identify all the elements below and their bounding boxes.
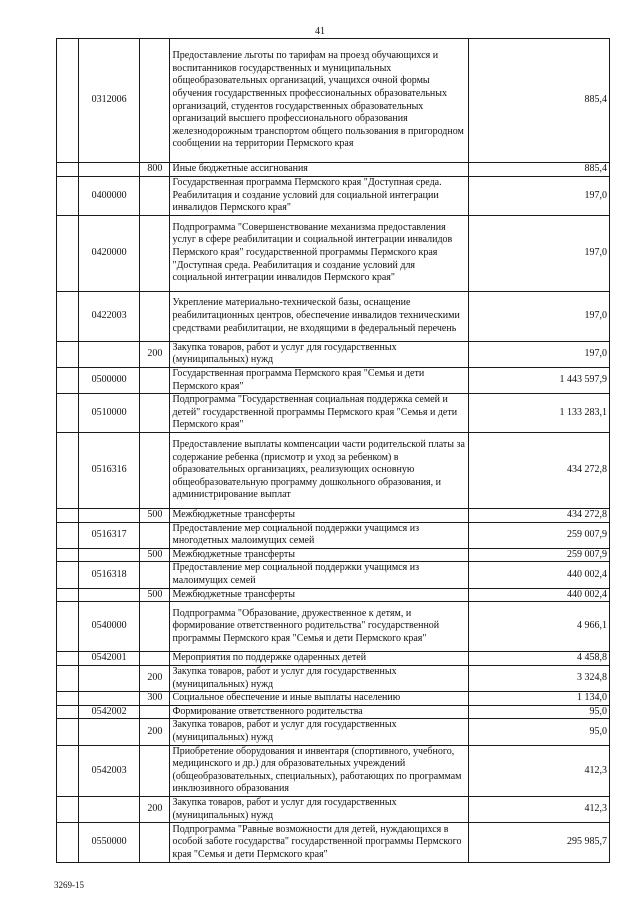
table-row <box>57 797 610 823</box>
description-cell: Предоставление мер социальной поддержки учащимся из многодетных малоимущих семей <box>170 522 469 548</box>
table-row <box>57 163 610 177</box>
amount-cell: 412,3 <box>469 797 610 823</box>
amount-cell: 95,0 <box>469 719 610 745</box>
expense-type-cell <box>140 215 170 291</box>
table-row <box>57 508 610 522</box>
blank-cell <box>57 719 79 745</box>
amount-cell: 885,4 <box>469 39 610 163</box>
code-cell: 0516317 <box>78 522 139 548</box>
blank-cell <box>57 177 79 216</box>
expense-type-cell <box>140 432 170 508</box>
table-row <box>57 705 610 719</box>
amount-cell: 197,0 <box>469 341 610 367</box>
expense-type-cell: 800 <box>140 163 170 177</box>
expense-type-cell <box>140 562 170 588</box>
code-cell: 0500000 <box>78 367 139 393</box>
description-cell: Межбюджетные трансферты <box>170 548 469 562</box>
code-cell: 0540000 <box>78 602 139 652</box>
code-cell: 0542002 <box>78 705 139 719</box>
code-cell: 0420000 <box>78 215 139 291</box>
expense-type-cell <box>140 652 170 666</box>
blank-cell <box>57 432 79 508</box>
expense-type-cell: 500 <box>140 508 170 522</box>
expense-type-cell <box>140 367 170 393</box>
table-row <box>57 666 610 692</box>
expense-type-cell <box>140 177 170 216</box>
amount-cell: 95,0 <box>469 705 610 719</box>
code-cell <box>78 548 139 562</box>
amount-cell: 197,0 <box>469 291 610 341</box>
document-code: 3269-15 <box>54 880 84 890</box>
blank-cell <box>57 291 79 341</box>
code-cell <box>78 341 139 367</box>
blank-cell <box>57 367 79 393</box>
blank-cell <box>57 394 79 433</box>
blank-cell <box>57 215 79 291</box>
expense-type-cell: 200 <box>140 666 170 692</box>
blank-cell <box>57 163 79 177</box>
table-row <box>57 215 610 291</box>
expense-type-cell: 200 <box>140 719 170 745</box>
table-row <box>57 432 610 508</box>
table-row <box>57 548 610 562</box>
blank-cell <box>57 522 79 548</box>
description-cell: Предоставление мер социальной поддержки учащимся из малоимущих семей <box>170 562 469 588</box>
description-cell: Подпрограмма "Равные возможности для детей, нуждающихся в особой заботе государства" государственной программы Пермского края "Семья и дети Пермского края" <box>170 823 469 863</box>
blank-cell <box>57 602 79 652</box>
amount-cell: 259 007,9 <box>469 522 610 548</box>
description-cell: Межбюджетные трансферты <box>170 588 469 602</box>
amount-cell: 197,0 <box>469 215 610 291</box>
description-cell: Социальное обеспечение и иные выплаты населению <box>170 692 469 706</box>
description-cell: Подпрограмма "Образование, дружественное к детям, и формирование ответственного родительства" государственной программы Пермского края "Семья и дети Пермского края" <box>170 602 469 652</box>
expense-type-cell <box>140 522 170 548</box>
amount-cell: 4 966,1 <box>469 602 610 652</box>
expense-type-cell <box>140 705 170 719</box>
description-cell: Подпрограмма "Совершенствование механизма предоставления услуг в сфере реабилитации и социальной интеграции инвалидов Пермского края" государственной программы Пермского края "Доступная среда. Реабилитация и создание условий для социальной интеграции инвалидов Пермского края" <box>170 215 469 291</box>
amount-cell: 885,4 <box>469 163 610 177</box>
code-cell <box>78 797 139 823</box>
code-cell <box>78 719 139 745</box>
description-cell: Предоставление выплаты компенсации части родительской платы за содержание ребенка (присмотр и уход за ребенком) в образовательных организациях, реализующих основную общеобразовательную программу дошкольного образования, и администрирование выплат <box>170 432 469 508</box>
description-cell: Закупка товаров, работ и услуг для государственных (муниципальных) нужд <box>170 719 469 745</box>
code-cell: 0510000 <box>78 394 139 433</box>
amount-cell: 1 133 283,1 <box>469 394 610 433</box>
expense-type-cell <box>140 394 170 433</box>
description-cell: Закупка товаров, работ и услуг для государственных (муниципальных) нужд <box>170 666 469 692</box>
description-cell: Государственная программа Пермского края "Доступная среда. Реабилитация и создание условий для социальной интеграции инвалидов Пермского края" <box>170 177 469 216</box>
description-cell: Формирование ответственного родительства <box>170 705 469 719</box>
table-row <box>57 291 610 341</box>
budget-table-body <box>57 39 610 863</box>
code-cell: 0422003 <box>78 291 139 341</box>
description-cell: Иные бюджетные ассигнования <box>170 163 469 177</box>
code-cell <box>78 692 139 706</box>
table-row <box>57 602 610 652</box>
blank-cell <box>57 797 79 823</box>
description-cell: Предоставление льготы по тарифам на проезд обучающихся и воспитанников государственных и муниципальных общеобразовательных организаций, учащихся очной формы обучения государственных профессиональных образовательных организаций, студентов государственных образовательных организаций высшего профессионального образования железнодорожным транспортом общего пользования в пригородном сообщении на территории Пермского края <box>170 39 469 163</box>
expense-type-cell <box>140 291 170 341</box>
blank-cell <box>57 548 79 562</box>
code-cell: 0312006 <box>78 39 139 163</box>
amount-cell: 197,0 <box>469 177 610 216</box>
expense-type-cell: 200 <box>140 797 170 823</box>
description-cell: Приобретение оборудования и инвентаря (спортивного, учебного, медицинского и др.) для образовательных учреждений (общеобразовательных, специальных), работающих по программам инклюзивного образования <box>170 745 469 796</box>
blank-cell <box>57 745 79 796</box>
table-row <box>57 522 610 548</box>
table-row <box>57 823 610 863</box>
blank-cell <box>57 588 79 602</box>
amount-cell: 1 443 597,9 <box>469 367 610 393</box>
amount-cell: 3 324,8 <box>469 666 610 692</box>
code-cell: 0400000 <box>78 177 139 216</box>
description-cell: Закупка товаров, работ и услуг для государственных (муниципальных) нужд <box>170 797 469 823</box>
blank-cell <box>57 652 79 666</box>
budget-table <box>56 38 610 863</box>
amount-cell: 440 002,4 <box>469 562 610 588</box>
table-row <box>57 692 610 706</box>
code-cell: 0542003 <box>78 745 139 796</box>
expense-type-cell: 500 <box>140 588 170 602</box>
description-cell: Межбюджетные трансферты <box>170 508 469 522</box>
code-cell: 0516318 <box>78 562 139 588</box>
blank-cell <box>57 39 79 163</box>
amount-cell: 4 458,8 <box>469 652 610 666</box>
table-row <box>57 562 610 588</box>
amount-cell: 412,3 <box>469 745 610 796</box>
description-cell: Закупка товаров, работ и услуг для государственных (муниципальных) нужд <box>170 341 469 367</box>
amount-cell: 440 002,4 <box>469 588 610 602</box>
amount-cell: 259 007,9 <box>469 548 610 562</box>
expense-type-cell <box>140 39 170 163</box>
code-cell: 0542001 <box>78 652 139 666</box>
amount-cell: 1 134,0 <box>469 692 610 706</box>
amount-cell: 434 272,8 <box>469 508 610 522</box>
blank-cell <box>57 508 79 522</box>
blank-cell <box>57 705 79 719</box>
code-cell <box>78 508 139 522</box>
amount-cell: 295 985,7 <box>469 823 610 863</box>
expense-type-cell <box>140 745 170 796</box>
blank-cell <box>57 823 79 863</box>
table-row <box>57 341 610 367</box>
description-cell: Государственная программа Пермского края "Семья и дети Пермского края" <box>170 367 469 393</box>
expense-type-cell <box>140 602 170 652</box>
table-row <box>57 652 610 666</box>
code-cell <box>78 666 139 692</box>
amount-cell: 434 272,8 <box>469 432 610 508</box>
expense-type-cell: 500 <box>140 548 170 562</box>
code-cell: 0516316 <box>78 432 139 508</box>
blank-cell <box>57 562 79 588</box>
table-row <box>57 745 610 796</box>
expense-type-cell: 200 <box>140 341 170 367</box>
expense-type-cell <box>140 823 170 863</box>
description-cell: Подпрограмма "Государственная социальная поддержка семей и детей" государственной программы Пермского края "Семья и дети Пермского края" <box>170 394 469 433</box>
code-cell: 0550000 <box>78 823 139 863</box>
table-row <box>57 39 610 163</box>
table-row <box>57 719 610 745</box>
blank-cell <box>57 666 79 692</box>
description-cell: Мероприятия по поддержке одаренных детей <box>170 652 469 666</box>
description-cell: Укрепление материально-технической базы, оснащение реабилитационных центров, обеспечение инвалидов техническими средствами реабилитации, не входящими в федеральный перечень <box>170 291 469 341</box>
blank-cell <box>57 692 79 706</box>
table-row <box>57 177 610 216</box>
code-cell <box>78 163 139 177</box>
table-row <box>57 588 610 602</box>
expense-type-cell: 300 <box>140 692 170 706</box>
table-row <box>57 367 610 393</box>
table-row <box>57 394 610 433</box>
blank-cell <box>57 341 79 367</box>
page-number: 41 <box>315 26 325 37</box>
code-cell <box>78 588 139 602</box>
